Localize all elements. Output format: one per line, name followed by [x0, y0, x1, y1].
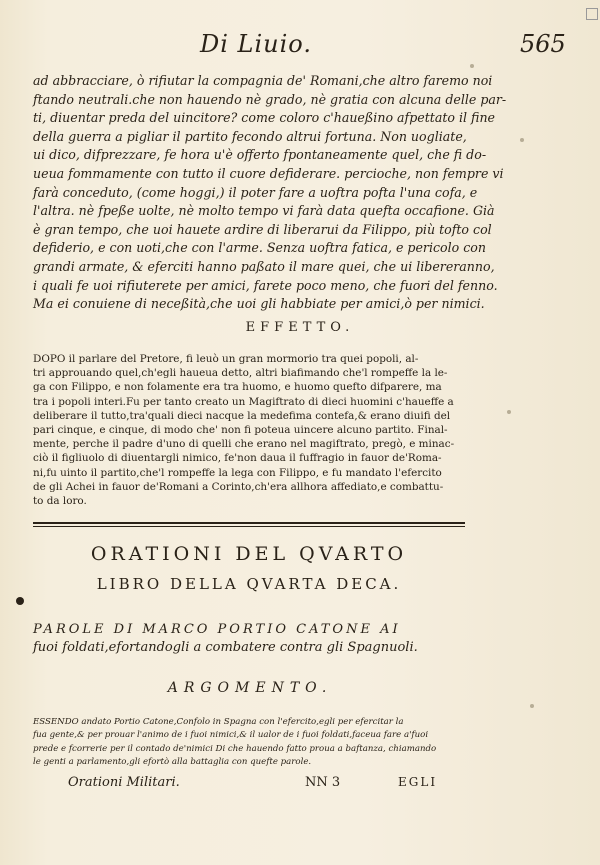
footer-running-title: Orationi Militari.: [68, 775, 180, 790]
text-line: i quali fe uoi rifiuterete per amici, farete poco meno, che fuori del fenno.: [33, 277, 498, 293]
speech-heading-line2: fuoi foldati,efortandogli a combatere contra gli Spagnuoli.: [33, 640, 418, 655]
running-header-title: Di Liuio.: [200, 30, 312, 58]
oration-conclusion-paragraph: [33, 72, 507, 314]
text-line: tra i popoli interi.Fu per tanto creato un Magiftrato di dieci huomini c'haueffe a: [33, 395, 454, 408]
speech-heading-line1: PAROLE DI MARCO PORTIO CATONE AI: [33, 622, 401, 637]
ink-bleed-mark: [470, 64, 474, 68]
ink-bleed-mark: [520, 138, 524, 142]
libro-title: LIBRO DELLA QVARTA DECA.: [96, 575, 402, 593]
text-line: tri approuando quel,ch'egli haueua detto, altri biafimando che'l rompeffe la le-: [33, 367, 448, 380]
text-line: l'altra. nè fpeße uolte, nè molto tempo vi farà data quefta occafione. Già: [33, 203, 495, 219]
orationi-title: ORATIONI DEL QVARTO: [90, 543, 408, 565]
page-number: 565: [520, 30, 566, 58]
text-line: ni,fu uinto il partito,che'l rompeffe la lega con Filippo, e fu mandato l'efercito: [33, 466, 442, 479]
text-line: prede e fcorrerie per il contado de'nimici Di che hauendo fatto proua a baftanza, chiamando: [33, 743, 437, 754]
text-line: deliberare il tutto,tra'quali dieci nacque la medefima contefa,& erano diuifi del: [33, 409, 451, 422]
text-line: de gli Achei in fauor de'Romani a Corinto,ch'era allhora affediato,e combattu-: [33, 480, 444, 493]
ink-bleed-mark: [507, 410, 511, 414]
section-rule-thin: [33, 526, 465, 527]
text-line: le genti a parlamento,gli efortò alla battaglia con quefte parole.: [33, 757, 312, 768]
text-line: fua gente,& per prouar l'animo de i fuoi nimici,& il ualor de i fuoi foldati,faceua fare a'fuoi: [33, 730, 429, 741]
ink-bleed-mark: [530, 704, 534, 708]
text-line: ti, diuentar preda del uincitore? come coloro c'haueßino afpettato il fine: [33, 110, 496, 126]
text-line: Ma ei conuiene di neceßità,che uoi gli habbiate per amici,ò per nimici.: [33, 296, 485, 312]
text-line: ciò il figliuolo di diuentargli nimico, fe'non daua il fuffragio in fauor de'Roma-: [33, 452, 442, 465]
signature-mark: NN 3: [305, 775, 341, 790]
text-line: ueua fommamente con tutto il cuore defiderare. percioche, non fempre vi: [33, 165, 504, 181]
text-line: defiderio, e con uoti,che con l'arme. Senza uoftra fatica, e pericolo con: [33, 240, 486, 256]
margin-bullet: [16, 597, 24, 605]
text-line: ESSENDO andato Portio Catone,Confolo in Spagna con l'efercito,egli per efercitar la: [33, 717, 404, 727]
effetto-heading: EFFETTO.: [245, 320, 355, 335]
text-line: ga con Filippo, e non folamente era tra huomo, e huomo quefto difparere, ma: [33, 381, 442, 394]
argomento-paragraph: [33, 716, 473, 770]
text-line: grandi armate, & eferciti hanno paßato il mare quei, che ui libereranno,: [33, 258, 495, 274]
text-line: ad abbracciare, ò rifiutar la compagnia de' Romani,che altro faremo noi: [33, 73, 493, 88]
scan-corner-mark: [586, 8, 598, 20]
text-line: to da loro.: [33, 495, 87, 508]
text-line: DOPO il parlare del Pretore, fi leuò un gran mormorio tra quei popoli, al-: [33, 353, 419, 365]
text-line: della guerra a pigliar il partito fecondo altrui fortuna. Non uogliate,: [33, 128, 467, 144]
argomento-heading: ARGOMENTO.: [167, 680, 333, 696]
text-line: mente, perche il padre d'uno di quelli che erano nel magiftrato, pregò, e minac-: [33, 438, 455, 451]
text-line: pari cinque, e cinque, di modo che' non fi poteua uincere alcuno partito. Final-: [33, 424, 448, 437]
text-line: è gran tempo, che uoi hauete ardire di liberarui da Filippo, più tofto col: [33, 221, 492, 237]
catchword: EGLI: [398, 775, 438, 789]
text-line: ftando neutrali.che non hauendo nè grado, nè gratia con alcuna delle par-: [33, 91, 507, 107]
text-line: ui dico, difprezzare, fe hora u'è offerto fpontaneamente quel, che fi do-: [33, 147, 487, 163]
text-line: farà conceduto, (come hoggi,) il poter fare a uoftra pofta l'una cofa, e: [33, 184, 478, 200]
effetto-paragraph: [33, 352, 468, 508]
section-rule-thick: [33, 522, 465, 524]
